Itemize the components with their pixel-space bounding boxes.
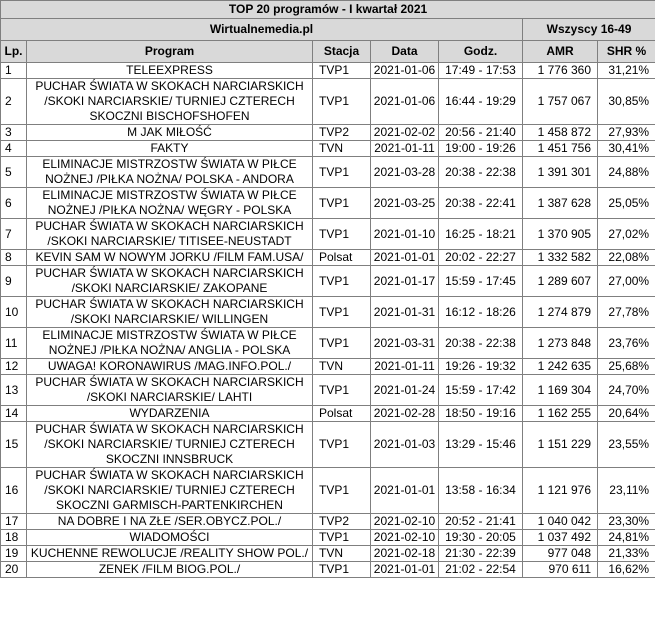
date-cell: 2021-01-24 bbox=[371, 375, 439, 406]
date-cell: 2021-01-01 bbox=[371, 250, 439, 266]
station-cell: TVP1 bbox=[313, 375, 371, 406]
date-cell: 2021-01-06 bbox=[371, 63, 439, 79]
time-cell: 21:30 - 22:39 bbox=[439, 546, 523, 562]
station-cell: Polsat bbox=[313, 250, 371, 266]
time-cell: 19:26 - 19:32 bbox=[439, 359, 523, 375]
column-header-amr: AMR bbox=[523, 41, 598, 63]
amr-cell: 1 274 879 bbox=[523, 297, 598, 328]
amr-cell: 1 387 628 bbox=[523, 188, 598, 219]
amr-cell: 1 151 229 bbox=[523, 422, 598, 468]
column-header-program: Program bbox=[27, 41, 313, 63]
table-body bbox=[1, 63, 655, 578]
time-cell: 15:59 - 17:42 bbox=[439, 375, 523, 406]
date-cell: 2021-03-25 bbox=[371, 188, 439, 219]
rank-cell: 8 bbox=[1, 250, 27, 266]
share-cell: 23,55% bbox=[598, 422, 655, 468]
rank-cell: 10 bbox=[1, 297, 27, 328]
amr-cell: 1 037 492 bbox=[523, 530, 598, 546]
rank-cell: 2 bbox=[1, 79, 27, 125]
share-cell: 27,93% bbox=[598, 125, 655, 141]
table-row bbox=[1, 219, 655, 250]
time-cell: 16:12 - 18:26 bbox=[439, 297, 523, 328]
rank-cell: 1 bbox=[1, 63, 27, 79]
rank-cell: 13 bbox=[1, 375, 27, 406]
date-cell: 2021-03-28 bbox=[371, 157, 439, 188]
share-cell: 30,41% bbox=[598, 141, 655, 157]
rank-cell: 17 bbox=[1, 514, 27, 530]
program-cell: PUCHAR ŚWIATA W SKOKACH NARCIARSKICH /SKOKI NARCIARSKIE/ LAHTI bbox=[27, 375, 313, 406]
program-cell: M JAK MIŁOŚĆ bbox=[27, 125, 313, 141]
amr-cell: 1 776 360 bbox=[523, 63, 598, 79]
table-row bbox=[1, 359, 655, 375]
time-cell: 16:25 - 18:21 bbox=[439, 219, 523, 250]
date-cell: 2021-02-18 bbox=[371, 546, 439, 562]
program-cell: PUCHAR ŚWIATA W SKOKACH NARCIARSKICH /SKOKI NARCIARSKIE/ TITISEE-NEUSTADT bbox=[27, 219, 313, 250]
station-cell: TVN bbox=[313, 546, 371, 562]
time-cell: 15:59 - 17:45 bbox=[439, 266, 523, 297]
time-cell: 20:56 - 21:40 bbox=[439, 125, 523, 141]
rank-cell: 3 bbox=[1, 125, 27, 141]
station-cell: TVP1 bbox=[313, 188, 371, 219]
rank-cell: 5 bbox=[1, 157, 27, 188]
table-row bbox=[1, 250, 655, 266]
program-cell: KEVIN SAM W NOWYM JORKU /FILM FAM.USA/ bbox=[27, 250, 313, 266]
program-cell: ELIMINACJE MISTRZOSTW ŚWIATA W PIŁCE NOŻNEJ /PIŁKA NOŻNA/ WĘGRY - POLSKA bbox=[27, 188, 313, 219]
table-row bbox=[1, 375, 655, 406]
table-row bbox=[1, 125, 655, 141]
station-cell: TVP2 bbox=[313, 125, 371, 141]
program-cell: ELIMINACJE MISTRZOSTW ŚWIATA W PIŁCE NOŻNEJ /PIŁKA NOŻNA/ POLSKA - ANDORA bbox=[27, 157, 313, 188]
date-cell: 2021-01-31 bbox=[371, 297, 439, 328]
share-cell: 27,78% bbox=[598, 297, 655, 328]
table-row bbox=[1, 546, 655, 562]
amr-cell: 1 121 976 bbox=[523, 468, 598, 514]
audience-group-label: Wszyscy 16-49 bbox=[523, 19, 655, 41]
program-cell: ZENEK /FILM BIOG.POL./ bbox=[27, 562, 313, 578]
station-cell: TVP1 bbox=[313, 297, 371, 328]
date-cell: 2021-01-17 bbox=[371, 266, 439, 297]
time-cell: 16:44 - 19:29 bbox=[439, 79, 523, 125]
share-cell: 21,33% bbox=[598, 546, 655, 562]
source-label: Wirtualnemedia.pl bbox=[1, 19, 523, 41]
column-header-lp: Lp. bbox=[1, 41, 27, 63]
share-cell: 27,02% bbox=[598, 219, 655, 250]
time-cell: 20:52 - 21:41 bbox=[439, 514, 523, 530]
station-cell: TVP1 bbox=[313, 422, 371, 468]
table-row bbox=[1, 422, 655, 468]
share-cell: 22,08% bbox=[598, 250, 655, 266]
amr-cell: 1 757 067 bbox=[523, 79, 598, 125]
rank-cell: 12 bbox=[1, 359, 27, 375]
date-cell: 2021-02-10 bbox=[371, 530, 439, 546]
share-cell: 23,76% bbox=[598, 328, 655, 359]
column-header-time: Godz. bbox=[439, 41, 523, 63]
amr-cell: 1 242 635 bbox=[523, 359, 598, 375]
share-cell: 31,21% bbox=[598, 63, 655, 79]
date-cell: 2021-02-02 bbox=[371, 125, 439, 141]
share-cell: 24,81% bbox=[598, 530, 655, 546]
rank-cell: 19 bbox=[1, 546, 27, 562]
share-cell: 24,70% bbox=[598, 375, 655, 406]
time-cell: 17:49 - 17:53 bbox=[439, 63, 523, 79]
rank-cell: 16 bbox=[1, 468, 27, 514]
station-cell: TVN bbox=[313, 359, 371, 375]
table-row bbox=[1, 514, 655, 530]
column-header-shr: SHR % bbox=[598, 41, 655, 63]
station-cell: TVP1 bbox=[313, 328, 371, 359]
rank-cell: 20 bbox=[1, 562, 27, 578]
amr-cell: 1 370 905 bbox=[523, 219, 598, 250]
program-cell: PUCHAR ŚWIATA W SKOKACH NARCIARSKICH /SKOKI NARCIARSKIE/ TURNIEJ CZTERECH SKOCZNI BISCHOFSHOFEN bbox=[27, 79, 313, 125]
table-row bbox=[1, 530, 655, 546]
table-row bbox=[1, 141, 655, 157]
rank-cell: 18 bbox=[1, 530, 27, 546]
time-cell: 20:38 - 22:38 bbox=[439, 157, 523, 188]
time-cell: 19:30 - 20:05 bbox=[439, 530, 523, 546]
time-cell: 13:29 - 15:46 bbox=[439, 422, 523, 468]
station-cell: TVP1 bbox=[313, 157, 371, 188]
station-cell: TVP1 bbox=[313, 468, 371, 514]
station-cell: Polsat bbox=[313, 406, 371, 422]
column-header-station: Stacja bbox=[313, 41, 371, 63]
station-cell: TVP2 bbox=[313, 514, 371, 530]
date-cell: 2021-01-03 bbox=[371, 422, 439, 468]
time-cell: 21:02 - 22:54 bbox=[439, 562, 523, 578]
date-cell: 2021-03-31 bbox=[371, 328, 439, 359]
table-row bbox=[1, 328, 655, 359]
program-cell: TELEEXPRESS bbox=[27, 63, 313, 79]
time-cell: 19:00 - 19:26 bbox=[439, 141, 523, 157]
share-cell: 23,30% bbox=[598, 514, 655, 530]
amr-cell: 1 040 042 bbox=[523, 514, 598, 530]
date-cell: 2021-01-06 bbox=[371, 79, 439, 125]
program-cell: NA DOBRE I NA ZŁE /SER.OBYCZ.POL./ bbox=[27, 514, 313, 530]
table-title: TOP 20 programów - I kwartał 2021 bbox=[1, 1, 655, 19]
share-cell: 24,88% bbox=[598, 157, 655, 188]
column-header-date: Data bbox=[371, 41, 439, 63]
amr-cell: 1 332 582 bbox=[523, 250, 598, 266]
amr-cell: 1 162 255 bbox=[523, 406, 598, 422]
station-cell: TVP1 bbox=[313, 219, 371, 250]
table-row bbox=[1, 406, 655, 422]
table-row bbox=[1, 266, 655, 297]
date-cell: 2021-02-10 bbox=[371, 514, 439, 530]
program-cell: PUCHAR ŚWIATA W SKOKACH NARCIARSKICH /SKOKI NARCIARSKIE/ ZAKOPANE bbox=[27, 266, 313, 297]
date-cell: 2021-02-28 bbox=[371, 406, 439, 422]
table-row bbox=[1, 188, 655, 219]
share-cell: 27,00% bbox=[598, 266, 655, 297]
time-cell: 13:58 - 16:34 bbox=[439, 468, 523, 514]
station-cell: TVP1 bbox=[313, 63, 371, 79]
program-cell: UWAGA! KORONAWIRUS /MAG.INFO.POL./ bbox=[27, 359, 313, 375]
program-cell: WYDARZENIA bbox=[27, 406, 313, 422]
share-cell: 23,11% bbox=[598, 468, 655, 514]
program-cell: KUCHENNE REWOLUCJE /REALITY SHOW POL./ bbox=[27, 546, 313, 562]
program-cell: PUCHAR ŚWIATA W SKOKACH NARCIARSKICH /SKOKI NARCIARSKIE/ TURNIEJ CZTERECH SKOCZNI GARMISCH-PARTENKIRCHEN bbox=[27, 468, 313, 514]
table-row bbox=[1, 79, 655, 125]
share-cell: 16,62% bbox=[598, 562, 655, 578]
share-cell: 25,05% bbox=[598, 188, 655, 219]
share-cell: 30,85% bbox=[598, 79, 655, 125]
amr-cell: 1 169 304 bbox=[523, 375, 598, 406]
time-cell: 20:38 - 22:38 bbox=[439, 328, 523, 359]
amr-cell: 1 391 301 bbox=[523, 157, 598, 188]
program-cell: FAKTY bbox=[27, 141, 313, 157]
station-cell: TVP1 bbox=[313, 562, 371, 578]
rank-cell: 7 bbox=[1, 219, 27, 250]
station-cell: TVP1 bbox=[313, 530, 371, 546]
program-cell: PUCHAR ŚWIATA W SKOKACH NARCIARSKICH /SKOKI NARCIARSKIE/ WILLINGEN bbox=[27, 297, 313, 328]
rank-cell: 11 bbox=[1, 328, 27, 359]
station-cell: TVN bbox=[313, 141, 371, 157]
amr-cell: 977 048 bbox=[523, 546, 598, 562]
rank-cell: 4 bbox=[1, 141, 27, 157]
rank-cell: 15 bbox=[1, 422, 27, 468]
program-cell: WIADOMOŚCI bbox=[27, 530, 313, 546]
amr-cell: 970 611 bbox=[523, 562, 598, 578]
date-cell: 2021-01-01 bbox=[371, 468, 439, 514]
table-row bbox=[1, 297, 655, 328]
date-cell: 2021-01-11 bbox=[371, 141, 439, 157]
amr-cell: 1 273 848 bbox=[523, 328, 598, 359]
rank-cell: 6 bbox=[1, 188, 27, 219]
station-cell: TVP1 bbox=[313, 79, 371, 125]
program-cell: PUCHAR ŚWIATA W SKOKACH NARCIARSKICH /SKOKI NARCIARSKIE/ TURNIEJ CZTERECH SKOCZNI INNSBRUCK bbox=[27, 422, 313, 468]
time-cell: 20:38 - 22:41 bbox=[439, 188, 523, 219]
table-row bbox=[1, 562, 655, 578]
rank-cell: 9 bbox=[1, 266, 27, 297]
time-cell: 18:50 - 19:16 bbox=[439, 406, 523, 422]
table-row bbox=[1, 468, 655, 514]
share-cell: 25,68% bbox=[598, 359, 655, 375]
amr-cell: 1 451 756 bbox=[523, 141, 598, 157]
date-cell: 2021-01-01 bbox=[371, 562, 439, 578]
table-row bbox=[1, 157, 655, 188]
rank-cell: 14 bbox=[1, 406, 27, 422]
table-row bbox=[1, 63, 655, 79]
date-cell: 2021-01-11 bbox=[371, 359, 439, 375]
time-cell: 20:02 - 22:27 bbox=[439, 250, 523, 266]
amr-cell: 1 458 872 bbox=[523, 125, 598, 141]
amr-cell: 1 289 607 bbox=[523, 266, 598, 297]
date-cell: 2021-01-10 bbox=[371, 219, 439, 250]
share-cell: 20,64% bbox=[598, 406, 655, 422]
station-cell: TVP1 bbox=[313, 266, 371, 297]
program-cell: ELIMINACJE MISTRZOSTW ŚWIATA W PIŁCE NOŻNEJ /PIŁKA NOŻNA/ ANGLIA - POLSKA bbox=[27, 328, 313, 359]
